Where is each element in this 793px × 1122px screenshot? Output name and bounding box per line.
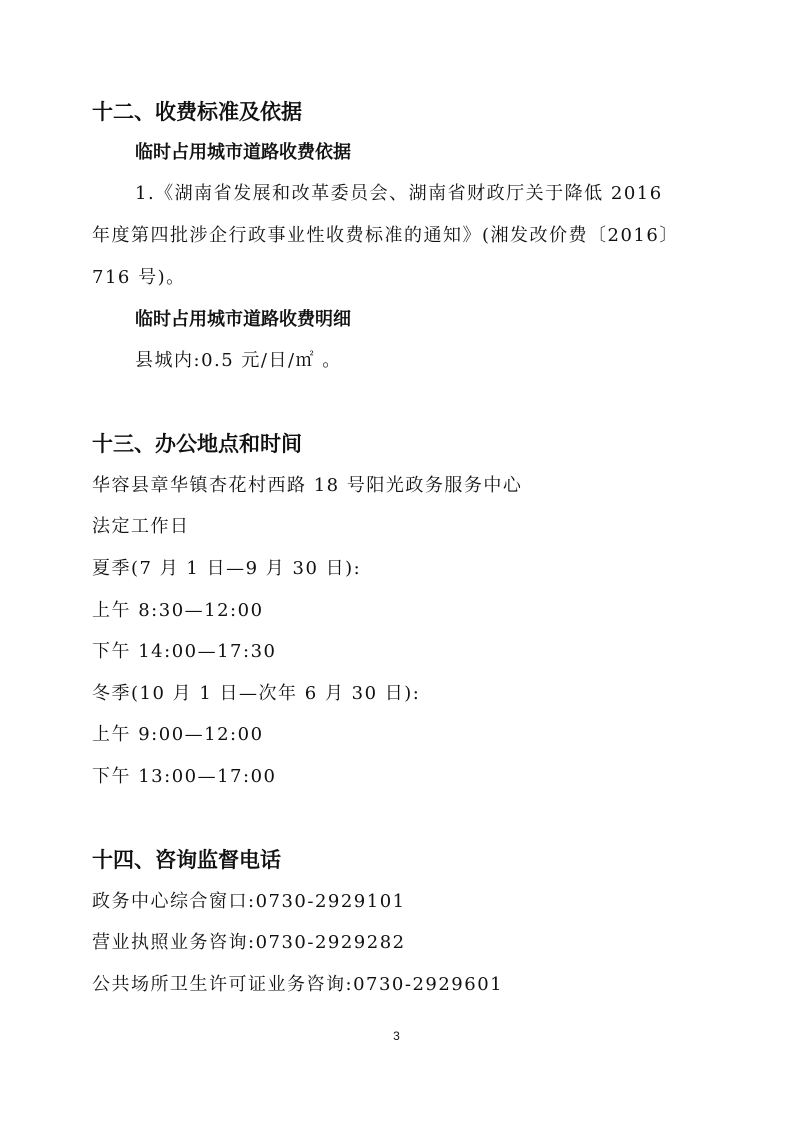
fee-basis-line-3: 716 号)。 [92,267,186,288]
summer-morning-hours: 上午 8:30—12:00 [92,600,264,621]
workdays-label: 法定工作日 [92,516,190,537]
section-12-heading: 十二、收费标准及依据 [92,100,302,124]
section-13-heading: 十三、办公地点和时间 [92,432,302,456]
winter-afternoon-hours: 下午 13:00—17:00 [92,766,277,787]
phone-general-window: 政务中心综合窗口:0730-2929101 [92,891,406,912]
fee-basis-line-2: 年度第四批涉企行政事业性收费标准的通知》(湘发改价费〔2016〕 [92,225,679,246]
phone-health-permit: 公共场所卫生许可证业务咨询:0730-2929601 [92,974,504,995]
phone-business-license: 营业执照业务咨询:0730-2929282 [92,932,406,953]
winter-label: 冬季(10 月 1 日—次年 6 月 30 日): [92,683,421,704]
fee-basis-title: 临时占用城市道路收费依据 [135,142,351,163]
section-14-heading: 十四、咨询监督电话 [92,848,281,872]
page-number: 3 [393,1029,400,1043]
fee-detail-title: 临时占用城市道路收费明细 [135,309,351,330]
fee-basis-line-1: 1.《湖南省发展和改革委员会、湖南省财政厅关于降低 2016 [135,183,663,204]
winter-morning-hours: 上午 9:00—12:00 [92,724,264,745]
summer-afternoon-hours: 下午 14:00—17:30 [92,641,277,662]
office-address: 华容县章华镇杏花村西路 18 号阳光政务服务中心 [92,475,523,496]
summer-label: 夏季(7 月 1 日—9 月 30 日): [92,558,362,579]
fee-detail-line: 县城内:0.5 元/日/㎡ 。 [135,350,342,371]
